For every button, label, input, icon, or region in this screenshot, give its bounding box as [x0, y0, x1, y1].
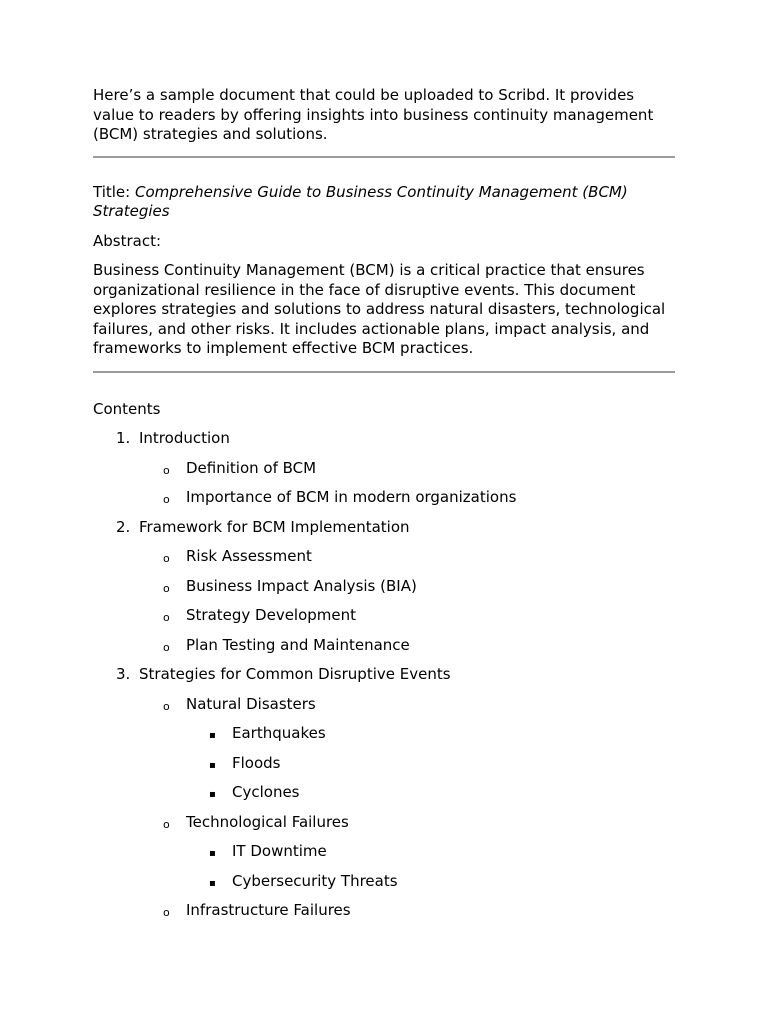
contents-subitem: [93, 901, 675, 931]
contents-item: [93, 665, 675, 695]
abstract-label: Abstract:: [93, 231, 162, 250]
list-item-text: Infrastructure Failures: [186, 901, 351, 919]
list-item-text: Earthquakes: [232, 724, 326, 742]
list-item-text: IT Downtime: [232, 842, 327, 860]
circle-bullet-icon: o: [163, 906, 170, 919]
contents-subitem: [93, 459, 675, 489]
list-item-text: Plan Testing and Maintenance: [186, 635, 410, 654]
circle-bullet-icon: o: [163, 699, 170, 713]
contents-item: [93, 429, 675, 459]
contents-list: [93, 429, 675, 931]
document-page: [93, 86, 675, 931]
abstract-body: Business Continuity Management (BCM) is a critical practice that ensures organizational resilience in the face of disruptive events. This document explores strategies and solutions to address natural disasters, technological failures, and other risks. It includes actionable plans, impact analysis, and frameworks to implement effective BCM practices.: [93, 261, 666, 357]
circle-bullet-icon: o: [163, 493, 170, 506]
contents-subitem: [93, 488, 675, 518]
list-item-text: Importance of BCM in modern organizations: [186, 488, 517, 506]
square-bullet-icon: ▪: [209, 877, 216, 889]
list-number: 2.: [116, 517, 131, 536]
circle-bullet-icon: o: [163, 463, 170, 477]
contents-subitem: [93, 606, 675, 636]
list-item-text: Floods: [232, 753, 281, 772]
list-item-text: Cyclones: [232, 783, 300, 801]
list-item-text: Natural Disasters: [186, 694, 316, 713]
square-bullet-icon: ▪: [209, 730, 216, 741]
circle-bullet-icon: o: [163, 552, 170, 565]
list-item-text: Introduction: [139, 429, 230, 447]
list-number: 3.: [116, 665, 131, 683]
circle-bullet-icon: o: [163, 640, 170, 654]
contents-subsubitem: [93, 872, 675, 902]
contents-subsubitem: [93, 783, 675, 813]
document-title: [93, 183, 675, 222]
contents-subsubitem: [93, 724, 675, 754]
list-item-text: Business Impact Analysis (BIA): [186, 576, 417, 595]
intro-paragraph: Here’s a sample document that could be uploaded to Scribd. It provides value to readers by offering insights into business continuity management (BCM) strategies and solutions.: [93, 86, 654, 143]
square-bullet-icon: ▪: [209, 848, 216, 859]
contents-subsubitem: [93, 842, 675, 872]
list-number: 1.: [116, 429, 131, 447]
contents-subitem: [93, 695, 675, 725]
contents-subitem: [93, 813, 675, 843]
list-item-text: Framework for BCM Implementation: [139, 517, 410, 536]
list-item-text: Cybersecurity Threats: [232, 871, 398, 890]
contents-subsubitem: [93, 754, 675, 784]
horizontal-rule: [93, 156, 675, 158]
title-text: Comprehensive Guide to Business Continuity Management (BCM) Strategies: [93, 182, 628, 220]
contents-heading: Contents: [93, 399, 161, 418]
circle-bullet-icon: o: [163, 611, 170, 624]
list-item-text: Technological Failures: [186, 812, 349, 831]
list-item-text: Strategies for Common Disruptive Events: [139, 665, 451, 683]
list-item-text: Strategy Development: [186, 606, 357, 624]
square-bullet-icon: ▪: [209, 789, 216, 800]
contents-subitem: [93, 636, 675, 666]
circle-bullet-icon: o: [163, 817, 170, 831]
horizontal-rule: [93, 371, 675, 373]
title-label: Title:: [93, 182, 135, 201]
contents-subitem: [93, 577, 675, 607]
list-item-text: Risk Assessment: [186, 547, 312, 565]
circle-bullet-icon: o: [163, 581, 170, 595]
contents-subitem: [93, 547, 675, 577]
contents-item: [93, 518, 675, 548]
list-item-text: Definition of BCM: [186, 458, 317, 477]
square-bullet-icon: ▪: [209, 759, 216, 771]
